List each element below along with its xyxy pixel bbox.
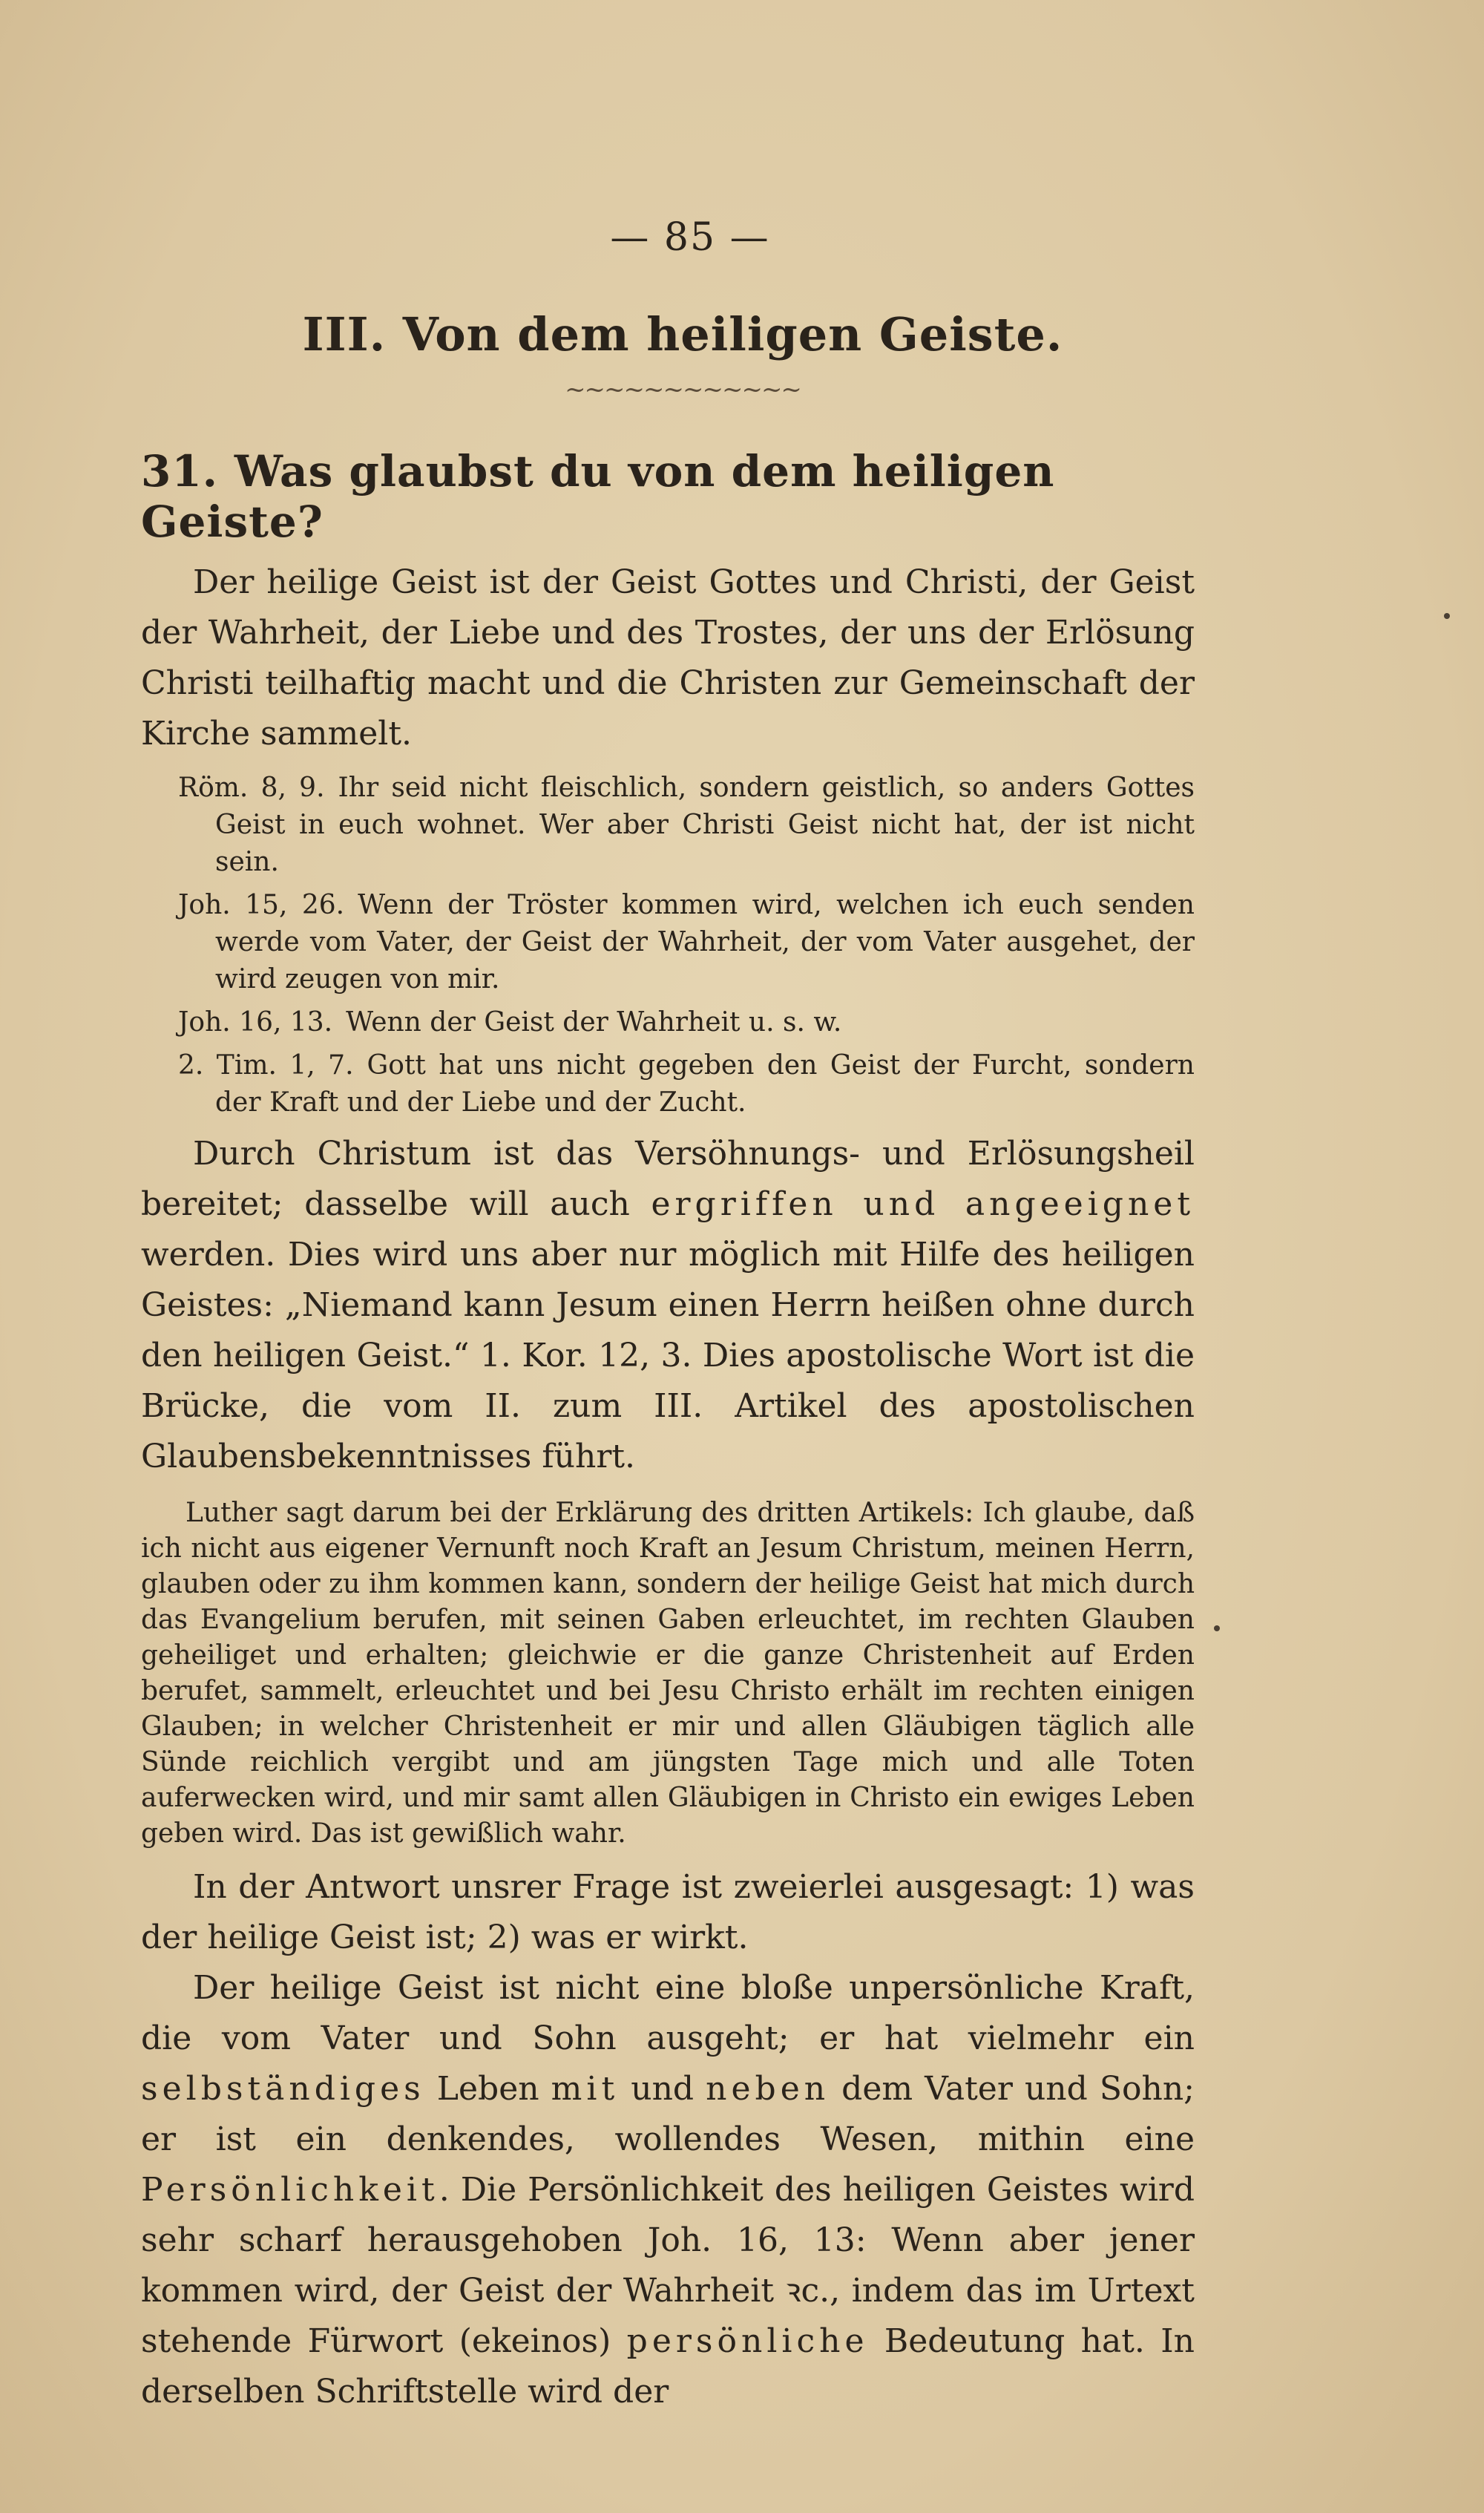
question-number: 31. [141,446,218,497]
title-ornament: ~~~~~~~~~~~~ [565,375,801,404]
emphasized-text: neben [706,2070,830,2108]
verse-reference: Joh. 15, 26. [178,890,345,920]
page-content [141,215,1195,2417]
verse-item [141,887,1195,998]
verse-reference: Joh. 16, 13. [178,1007,333,1038]
paper-speck [1444,613,1450,619]
text-run: dem Vater und Sohn; er ist ein denkendes, wollendes Wesen, mithin eine [141,2070,1195,2158]
question-heading [141,446,1195,547]
verse-reference: Röm. 8, 9. [178,773,325,803]
luther-quote: Luther sagt darum bei der Erklärung des dritten Artikels: Ich glaube, daß ich nicht aus eigener Vernunft noch Kraft an Jesum Christum, meinen Herrn, glauben oder zu ihm kommen kann, sondern der heilige Geist hat mich durch das Evangelium berufen, mit seinen Gaben erleuchtet, im rechten Glauben geheiliget und erhalten; gleichwie er die ganze Christenheit auf Erden berufet, sammelt, erleuchtet und bei Jesu Christo erhält im rechten einigen Glauben; in welcher Christenheit er mir und allen Gläubigen täglich alle Sünde reichlich vergibt und am jüngsten Tage mich und alle Toten auferwecken wird, und mir samt allen Gläubigen in Christo ein ewiges Leben geben wird. Das ist gewißlich wahr. [141,1498,1195,1849]
verse-item [141,1047,1195,1121]
verse-reference: 2. Tim. 1, 7. [178,1050,354,1081]
text-run: Bedeutung hat. In derselben Schriftstelle wird der [141,2322,1195,2411]
verse-text: Wenn der Tröster kommen wird, welchen ich euch senden werde vom Vater, der Geist der Wahrheit, der vom Vater ausgehet, der wird zeugen von mir. [215,890,1195,995]
explanation-paragraph [141,1963,1195,2417]
text-run: werden. Dies wird uns aber nur möglich mit Hilfe des heiligen Geistes: „Niemand kann Jesum einen Herrn heißen ohne durch den heiligen Geist.“ 1. Kor. 12, 3. Dies apostolische Wort ist die Brücke, die vom II. zum III. Artikel des apostolischen Glaubensbekenntnisses führt. [141,1236,1195,1475]
section-title: III. Von dem heiligen Geiste. [302,307,1063,361]
emphasized-text: selbständiges [141,2070,425,2108]
verse-item [141,770,1195,881]
question-text: Was glaubst du von dem heiligen Geiste? [141,446,1055,547]
verse-item [141,1004,1195,1041]
verse-text: Ihr seid nicht fleischlich, sondern geistlich, so anders Gottes Geist in euch wohnet. Wer aber Christi Geist nicht hat, der ist nicht sein. [215,773,1195,877]
text-run: . Die Persönlichkeit des heiligen Geistes wird sehr scharf herausgehoben Joh. 16, 13: Wenn aber jener kommen wird, der Geist der Wahrheit ꝛc., indem das im Urtext stehende Fürwort (ekeinos) [141,2171,1195,2360]
emphasized-text: persönliche [626,2322,869,2360]
text-run: Der heilige Geist ist nicht eine bloße unpersönliche Kraft, die vom Vater und Sohn ausgeht; er hat vielmehr ein [141,1969,1195,2057]
text-run: und [619,2070,706,2108]
emphasized-text: mit [551,2070,620,2108]
emphasized-text: ergriffen und angeeignet [651,1185,1195,1223]
text-run: Durch Christum ist das Versöhnungs- und Erlösungsheil bereitet; dasselbe will auch [141,1135,1195,1223]
text-run: Leben [424,2070,551,2108]
emphasized-text: Persönlichkeit [141,2171,439,2209]
paper-speck [1214,1625,1220,1631]
bible-verses [141,770,1195,1121]
explanation-paragraph [141,1129,1195,1482]
page-number: — 85 — [610,215,770,260]
answer-paragraph: Der heilige Geist ist der Geist Gottes und Christi, der Geist der Wahrheit, der Liebe und des Trostes, der uns der Erlösung Christi teilhaftig macht und die Christen zur Gemeinschaft der Kirche sammelt. [141,563,1195,753]
verse-text: Gott hat uns nicht gegeben den Geist der Furcht, sondern der Kraft und der Liebe und der Zucht. [215,1050,1195,1118]
verse-text: Wenn der Geist der Wahrheit u. s. w. [346,1007,842,1038]
explanation-paragraph: In der Antwort unsrer Frage ist zweierlei ausgesagt: 1) was der heilige Geist ist; 2) was er wirkt. [141,1868,1195,1956]
